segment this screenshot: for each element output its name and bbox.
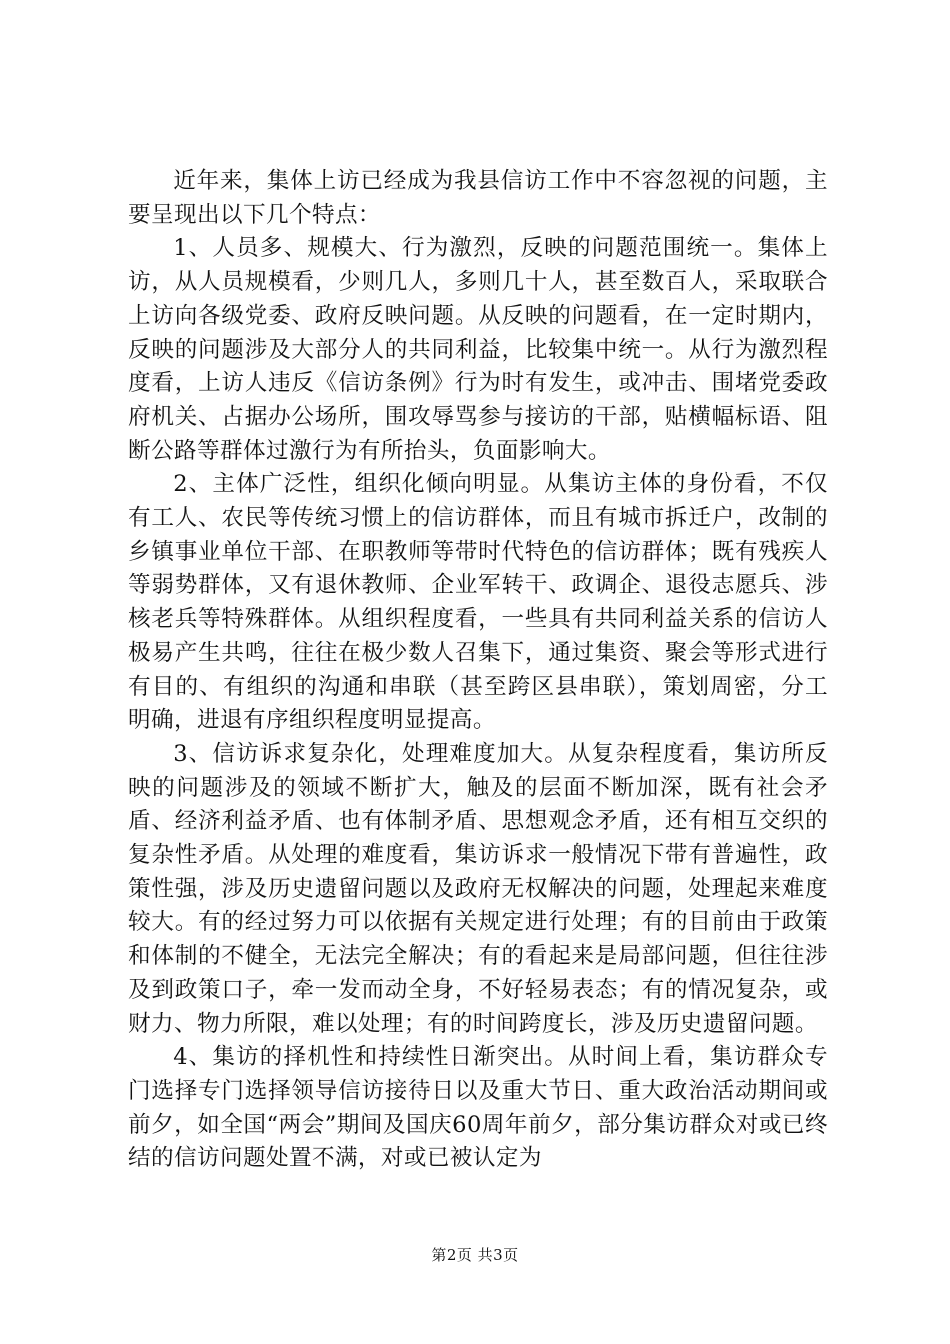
page-footer: 第2页 共3页 — [431, 1246, 519, 1264]
paragraph-point-2: 2、主体广泛性，组织化倾向明显。从集访主体的身份看，不仅有工人、农民等传统习惯上的信访群体，而且有城市拆迁户，改制的乡镇事业单位干部、在职教师等带时代特色的信访群体；既有残疾人等弱势群体，又有退休教师、企业军转干、政调企、退役志愿兵、涉核老兵等特殊群体。从组织程度看，一些具有共同利益关系的信访人极易产生共鸣，往往在极少数人召集下，通过集资、聚会等形式进行有目的、有组织的沟通和串联（甚至跨区县串联），策划周密，分工明确，进退有序组织程度明显提高。 — [128, 471, 828, 734]
document-body — [128, 165, 828, 1176]
paragraph-point-3: 3、信访诉求复杂化，处理难度加大。从复杂程度看，集访所反映的问题涉及的领域不断扩大，触及的层面不断加深，既有社会矛盾、经济利益矛盾、也有体制矛盾、思想观念矛盾，还有相互交织的复杂性矛盾。从处理的难度看，集访诉求一般情况下带有普遍性，政策性强，涉及历史遗留问题以及政府无权解决的问题，处理起来难度较大。有的经过努力可以依据有关规定进行处理；有的目前由于政策和体制的不健全，无法完全解决；有的看起来是局部问题，但往往涉及到政策口子，牵一发而动全身，不好轻易表态；有的情况复杂，或财力、物力所限，难以处理；有的时间跨度长，涉及历史遗留问题。 — [128, 740, 828, 1037]
paragraph-point-1: 1、人员多、规模大、行为激烈，反映的问题范围统一。集体上访，从人员规模看，少则几人，多则几十人，甚至数百人，采取联合上访向各级党委、政府反映问题。从反映的问题看，在一定时期内，反映的问题涉及大部分人的共同利益，比较集中统一。从行为激烈程度看，上访人违反《信访条例》行为时有发生，或冲击、围堵党委政府机关、占据办公场所，围攻辱骂参与接访的干部，贴横幅标语、阻断公路等群体过激行为有所抬头，负面影响大。 — [128, 235, 828, 464]
paragraph-point-4: 4、集访的择机性和持续性日渐突出。从时间上看，集访群众专门选择专门选择领导信访接待日以及重大节日、重大政治活动期间或前夕，如全国“两会”期间及国庆60周年前夕，部分集访群众对或已终结的信访问题处置不满，对或已被认定为 — [128, 1044, 828, 1172]
paragraph-intro: 近年来，集体上访已经成为我县信访工作中不容忽视的问题，主要呈现出以下几个特点： — [128, 168, 828, 228]
